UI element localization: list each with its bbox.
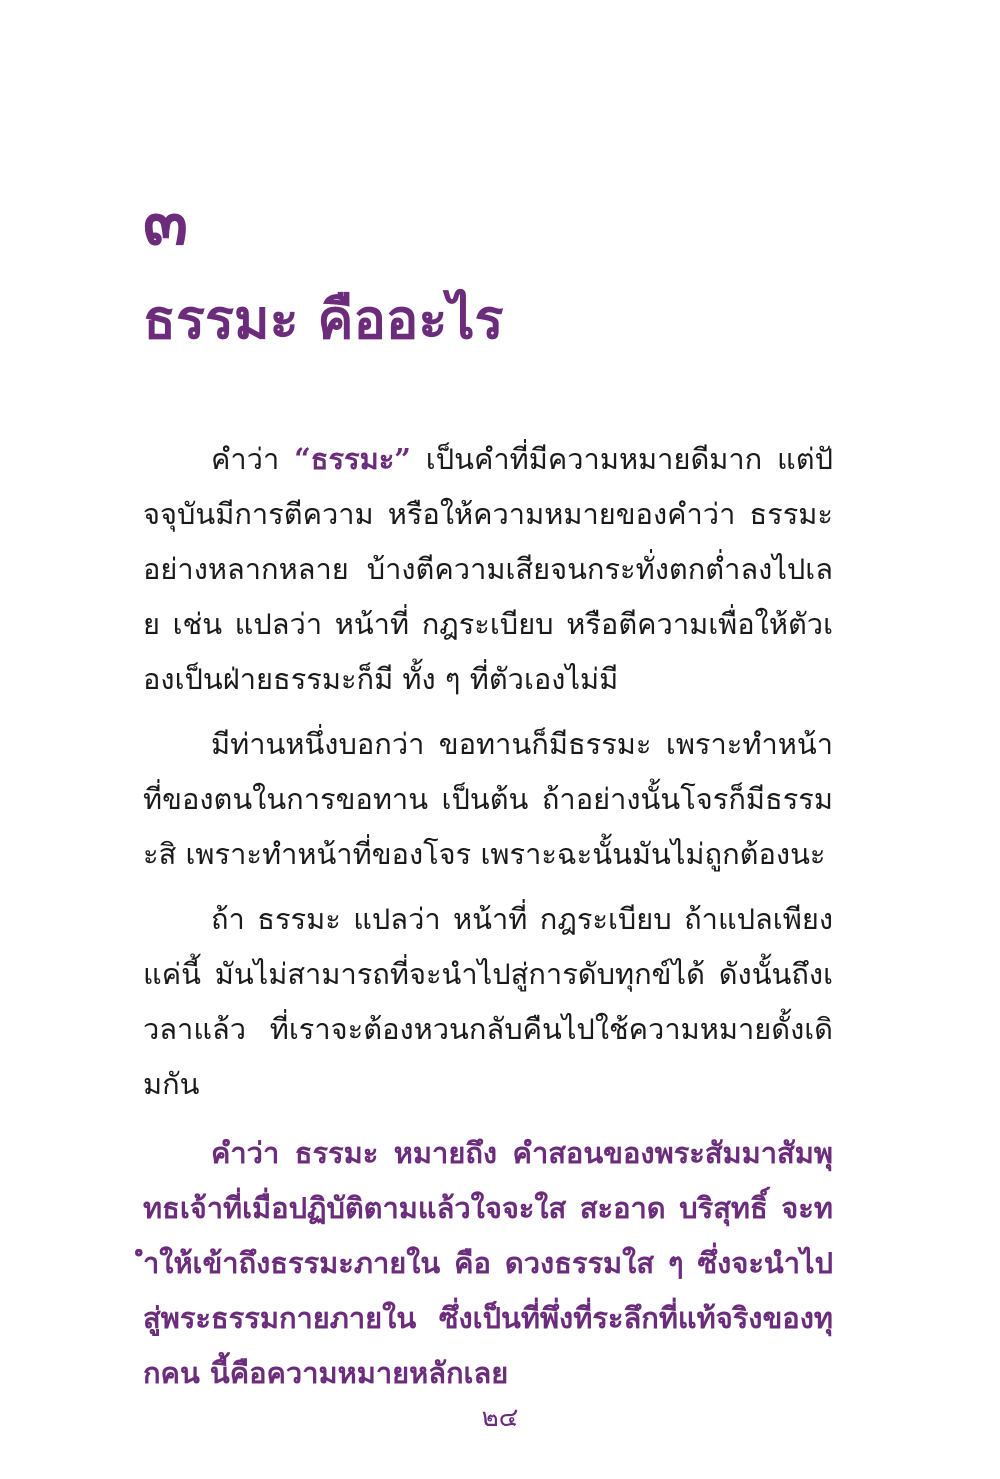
paragraph-main-meaning: คำว่า ธรรมะ หมายถึง คำสอนของพระสัมมาสัมพุทธเจ้าที่เมื่อปฏิบัติตามแล้วใจจะใส สะอาด บริสุทธิ์ จะทำให้เข้าถึงธรรมะภายใน คือ ดวงธรรมใส ๆ ซึ่งจะนำไปสู่พระธรรมกายภายใน ซึ่งเป็นที่พึ่งที่ระลึกที่แท้จริงของทุกคน นี้คือความหมายหลักเลย bbox=[143, 1136, 833, 1390]
dhamma-quote: “ธรรมะ” bbox=[294, 442, 411, 476]
paragraph-duty-meaning: ถ้า ธรรมะ แปลว่า หน้าที่ กฎระเบียบ ถ้าแปลเพียงแค่นี้ มันไม่สามารถที่จะนำไปสู่การดับทุกข์ได้ ดังนั้นถึงเวลาแล้ว ที่เราจะต้องหวนกลับคืนไปใช้ความหมายดั้งเดิมกัน bbox=[143, 902, 833, 1101]
body-text bbox=[143, 432, 833, 1411]
paragraph-intro bbox=[143, 432, 833, 707]
chapter-number: ๓ bbox=[143, 182, 189, 260]
paragraph-intro-rest: เป็นคำที่มีความหมายดีมาก แต่ปัจจุบันมีการตีความ หรือให้ความหมายของคำว่า ธรรมะ อย่างหลากหลาย บ้างตีความเสียจนกระทั่งตกต่ำลงไปเลย เช่น แปลว่า หน้าที่ กฎระเบียบ หรือตีความเพื่อให้ตัวเองเป็นฝ่ายธรรมะก็มี ทั้ง ๆ ที่ตัวเองไม่มี bbox=[143, 442, 833, 696]
page-number: ๒๔ bbox=[481, 1403, 519, 1433]
paragraph-beggar-example: มีท่านหนึ่งบอกว่า ขอทานก็มีธรรมะ เพราะทำหน้าที่ของตนในการขอทาน เป็นต้น ถ้าอย่างนั้นโจรก็มีธรรมะสิ เพราะทำหน้าที่ของโจร เพราะฉะนั้นมันไม่ถูกต้องนะ bbox=[143, 727, 833, 871]
chapter-title: ธรรมะ คืออะไร bbox=[143, 287, 504, 351]
paragraph-intro-lead: คำว่า bbox=[211, 442, 295, 476]
